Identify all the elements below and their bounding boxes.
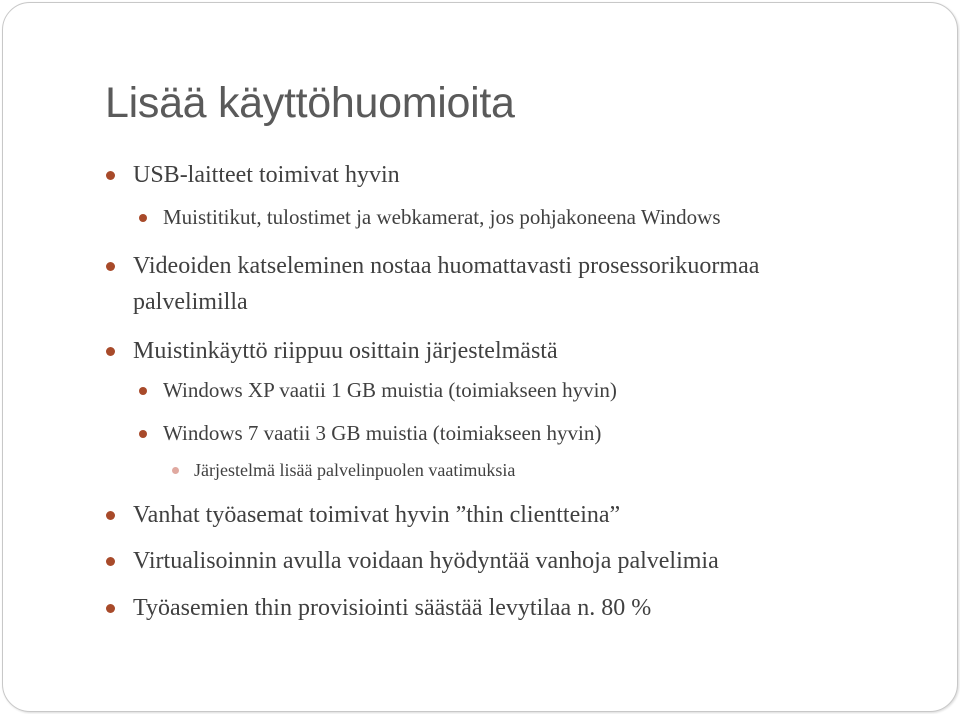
bullet-text: Muistitikut, tulostimet ja webkamerat, jos pohjakoneena Windows (163, 205, 721, 229)
slide (2, 2, 958, 712)
bullet-dot-icon (106, 557, 115, 566)
bullet-text: Virtualisoinnin avulla voidaan hyödyntää vanhoja palvelimia (133, 548, 719, 574)
bullet-text: Järjestelmä lisää palvelinpuolen vaatimuksia (194, 460, 516, 480)
bullet-virtualization (133, 549, 719, 573)
bullet-dot-icon (106, 511, 115, 520)
bullet-dot-icon (139, 387, 147, 395)
bullet-windows-xp (163, 380, 617, 401)
bullet-thin-clients (133, 503, 620, 527)
bullet-usb-devices (133, 163, 400, 187)
bullet-dot-icon (139, 214, 147, 222)
bullet-text: Vanhat työasemat toimivat hyvin ”thin clientteina” (133, 502, 621, 528)
bullet-text: Työasemien thin provisiointi säästää levytilaa n. 80 % (133, 595, 652, 621)
bullet-text: Windows 7 vaatii 3 GB muistia (toimiakseen hyvin) (163, 421, 602, 445)
bullet-server-requirements (194, 461, 515, 479)
bullet-usb-examples (163, 207, 721, 228)
bullet-dot-icon (106, 262, 115, 271)
bullet-video-load-continued (133, 290, 248, 314)
bullet-text: Videoiden katseleminen nostaa huomattavasti prosessorikuormaa (133, 253, 760, 279)
bullet-dot-icon (139, 430, 147, 438)
bullet-windows-7 (163, 423, 601, 444)
bullet-text: palvelimilla (133, 289, 248, 315)
slide-content (3, 3, 957, 711)
bullet-text: Windows XP vaatii 1 GB muistia (toimiakseen hyvin) (163, 378, 617, 402)
bullet-dot-icon (106, 347, 115, 356)
bullet-dot-icon (172, 467, 179, 474)
bullet-video-load (133, 254, 759, 278)
slide-title: Lisää käyttöhuomioita (105, 79, 515, 127)
bullet-text: USB-laitteet toimivat hyvin (133, 162, 400, 188)
bullet-text: Muistinkäyttö riippuu osittain järjestelmästä (133, 338, 558, 364)
bullet-memory-usage (133, 339, 558, 363)
bullet-dot-icon (106, 171, 115, 180)
bullet-thin-provisioning (133, 596, 651, 620)
bullet-dot-icon (106, 604, 115, 613)
